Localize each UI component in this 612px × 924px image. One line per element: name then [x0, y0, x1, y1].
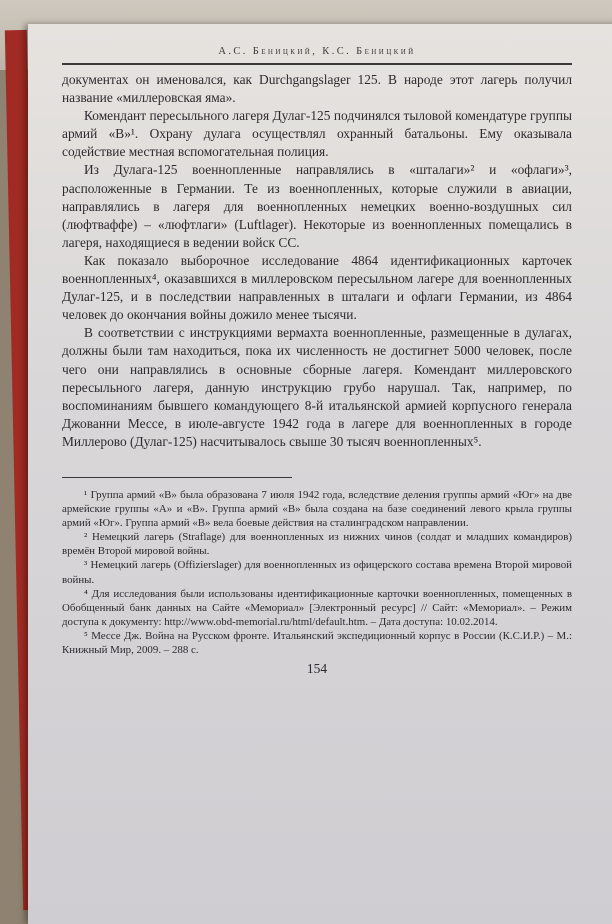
footnote: ³ Немецкий лагерь (Offizierslager) для военнопленных из офицерского состава времена Второй мировой войны. — [62, 559, 572, 586]
page-content — [62, 46, 572, 677]
footnote: ⁵ Мессе Дж. Война на Русском фронте. Итальянский экспедиционный корпус в России (К.С.И.Р.) – М.: Книжный Мир, 2009. – 288 с. — [62, 629, 572, 656]
paragraph: Комендант пересыльного лагеря Дулаг-125 подчинялся тыловой комендатуре группы армий «В»¹. Охрану дулага осуществлял охранный батальоны. Ему оказывала содействие местная вспомогательная полиция. — [62, 108, 572, 160]
footnote: ² Немецкий лагерь (Straflage) для военнопленных из нижних чинов (солдат и младших командиров) времён Второй мировой войны. — [62, 531, 572, 558]
header-rule — [62, 63, 572, 65]
paragraph: В соответствии с инструкциями вермахта военнопленные, размещенные в дулагах, должны были там находиться, пока их численность не достигнет 5000 человек, после чего они направлялись в основные сборные лагеря. Комендант миллеровского пересыльного лагеря, данную инструкцию грубо нарушал. Так, например, по воспоминаниям бывшего командующего 8-й итальянской армией корпусного генерала Джованни Мессе, в июле-августе 1942 года в лагере для военнопленных в городе Миллерово (Дулаг-125) насчитывалось свыше 30 тысяч военнопленных⁵. — [62, 325, 572, 449]
page-number: 154 — [306, 661, 328, 677]
paragraph: документах он именовался, как Durchgangslager 125. В народе этот лагерь получил название «миллеровская яма». — [62, 72, 572, 106]
footnote: ⁴ Для исследования были использованы идентификационные карточки военнопленных, помещенных в Обобщенный банк данных на Сайте «Мемориал» [Электронный ресурс] // Сайт: «Мемориал». – Режим доступа к документу: http://www.obd-memorial.ru/html/default.htm. – Дата доступа: 10.02.2014. — [62, 587, 572, 628]
running-header: А.С. Беницкий, К.С. Беницкий — [218, 46, 416, 57]
footnote-separator — [62, 477, 292, 478]
main-text — [62, 71, 572, 451]
paragraph: Из Дулага-125 военнопленные направлялись в «шталаги»² и «офлаги»³, расположенные в Германии. Те из военнопленных, которые служили в авиации, направлялись в лагеря для военнопленных немецких военно-воздушных сил (люфтваффе) – «люфтлаги» (Luftlager). Некоторые из военнопленных помещались в лагеря, находящиеся в ведении войск СС. — [62, 162, 572, 250]
book-page — [28, 24, 612, 924]
paragraph: Как показало выборочное исследование 4864 идентификационных карточек военнопленных⁴, оказавшихся в миллеровском пересыльном лагере для военнопленных Дулаг-125, и в последствии направленных в шталаги и офлаги Германии, из 4864 человек до окончания войны дожило менее тысячи. — [62, 252, 572, 323]
footnotes — [62, 488, 572, 657]
footnote: ¹ Группа армий «В» была образована 7 июля 1942 года, вследствие деления группы армий «Юг» на две армейские группы «А» и «В». Группа армий «В» была создана на базе соединений левого крыла группы армий «Юг». Группа армий «В» вела боевые действия на сталинградском направлении. — [62, 488, 572, 530]
